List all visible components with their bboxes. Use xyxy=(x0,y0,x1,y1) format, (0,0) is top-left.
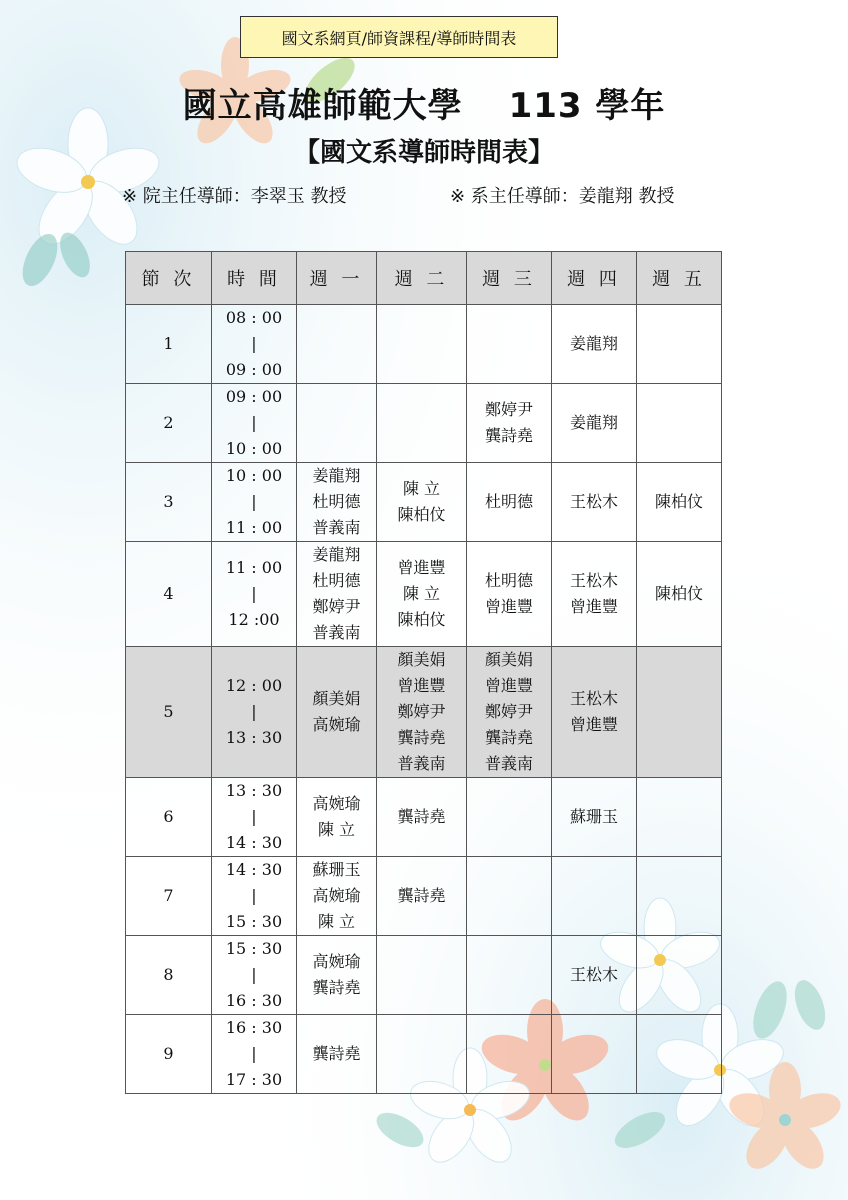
teacher-name: 鄭婷尹 xyxy=(484,702,533,721)
cell-tue xyxy=(377,1015,467,1094)
cell-fri xyxy=(637,542,722,647)
teacher-name: 王松木 xyxy=(569,571,618,590)
time-sep: | xyxy=(251,807,257,826)
teacher-name: 普義南 xyxy=(312,518,361,537)
cell-mon xyxy=(297,384,377,463)
cell-thu xyxy=(552,647,637,778)
teacher-name: 杜明德 xyxy=(312,571,361,590)
teacher-name: 龔詩堯 xyxy=(397,807,446,826)
time-end: 11 : 00 xyxy=(225,518,283,537)
time-start: 10 : 00 xyxy=(225,466,283,485)
table-row xyxy=(126,384,722,463)
teacher-name: 姜龍翔 xyxy=(569,413,618,432)
teacher-name: 陳柏伩 xyxy=(654,584,703,603)
time-cell xyxy=(212,647,297,778)
time-end: 16 : 30 xyxy=(225,991,283,1010)
time-start: 13 : 30 xyxy=(225,781,283,800)
teacher-name: 陳 立 xyxy=(317,912,356,931)
cell-wed xyxy=(467,384,552,463)
period-cell: 2 xyxy=(126,384,212,463)
cell-fri xyxy=(637,857,722,936)
teacher-name: 鄭婷尹 xyxy=(312,597,361,616)
cell-mon xyxy=(297,857,377,936)
time-cell xyxy=(212,384,297,463)
time-start: 11 : 00 xyxy=(225,558,283,577)
teacher-name: 鄭婷尹 xyxy=(484,400,533,419)
period-cell: 8 xyxy=(126,936,212,1015)
teacher-name: 龔詩堯 xyxy=(312,978,361,997)
time-sep: | xyxy=(251,702,257,721)
table-row xyxy=(126,1015,722,1094)
cell-mon xyxy=(297,647,377,778)
table-row xyxy=(126,936,722,1015)
time-cell xyxy=(212,778,297,857)
cell-fri xyxy=(637,463,722,542)
teacher-name: 陳柏伩 xyxy=(397,505,446,524)
header-friday: 週 五 xyxy=(637,252,722,305)
cell-mon xyxy=(297,463,377,542)
time-end: 13 : 30 xyxy=(225,728,283,747)
teacher-name: 王松木 xyxy=(569,492,618,511)
cell-thu xyxy=(552,305,637,384)
teacher-name: 陳 立 xyxy=(402,479,441,498)
header-period: 節 次 xyxy=(126,252,212,305)
cell-mon xyxy=(297,778,377,857)
time-cell xyxy=(212,857,297,936)
time-end: 10 : 00 xyxy=(225,439,283,458)
teacher-name: 龔詩堯 xyxy=(397,886,446,905)
teacher-name: 王松木 xyxy=(569,689,618,708)
cell-mon xyxy=(297,305,377,384)
page-subtitle: 【國文系導師時間表】 xyxy=(293,138,554,168)
header-time: 時 間 xyxy=(212,252,297,305)
table-row xyxy=(126,647,722,778)
time-cell xyxy=(212,463,297,542)
cell-wed xyxy=(467,542,552,647)
cell-mon xyxy=(297,1015,377,1094)
cell-fri xyxy=(637,1015,722,1094)
teacher-name: 曾進豐 xyxy=(569,715,618,734)
schedule-table xyxy=(125,251,722,1094)
table-row xyxy=(126,542,722,647)
cell-tue xyxy=(377,857,467,936)
teacher-name: 陳柏伩 xyxy=(397,610,446,629)
time-start: 12 : 00 xyxy=(225,676,283,695)
table-row xyxy=(126,778,722,857)
cell-thu xyxy=(552,1015,637,1094)
cell-fri xyxy=(637,778,722,857)
time-start: 16 : 30 xyxy=(225,1018,283,1037)
teacher-name: 陳柏伩 xyxy=(654,492,703,511)
teacher-name: 陳 立 xyxy=(402,584,441,603)
period-cell: 9 xyxy=(126,1015,212,1094)
time-sep: | xyxy=(251,413,257,432)
table-row xyxy=(126,463,722,542)
header-tuesday: 週 二 xyxy=(377,252,467,305)
time-cell xyxy=(212,542,297,647)
teacher-name: 顏美娟 xyxy=(312,689,361,708)
teacher-name: 王松木 xyxy=(569,965,618,984)
teacher-name: 曾進豐 xyxy=(569,597,618,616)
cell-fri xyxy=(637,305,722,384)
time-end: 15 : 30 xyxy=(225,912,283,931)
teacher-name: 陳 立 xyxy=(317,820,356,839)
cell-wed xyxy=(467,778,552,857)
cell-mon xyxy=(297,936,377,1015)
teacher-name: 高婉瑜 xyxy=(312,794,361,813)
cell-fri xyxy=(637,384,722,463)
teacher-name: 杜明德 xyxy=(312,492,361,511)
cell-wed xyxy=(467,463,552,542)
time-start: 14 : 30 xyxy=(225,860,283,879)
table-row xyxy=(126,305,722,384)
cell-thu xyxy=(552,936,637,1015)
time-end: 12 :00 xyxy=(228,610,280,629)
college-mentor: ※ 院主任導師：李翠玉 教授 xyxy=(122,186,347,207)
academic-year: 113 學年 xyxy=(508,86,666,126)
time-end: 14 : 30 xyxy=(225,833,283,852)
cell-tue xyxy=(377,542,467,647)
cell-wed xyxy=(467,1015,552,1094)
cell-thu xyxy=(552,463,637,542)
header-row xyxy=(126,252,722,305)
cell-tue xyxy=(377,305,467,384)
teacher-name: 顏美娟 xyxy=(397,650,446,669)
cell-fri xyxy=(637,936,722,1015)
cell-wed xyxy=(467,857,552,936)
teacher-name: 曾進豐 xyxy=(484,597,533,616)
teacher-name: 姜龍翔 xyxy=(312,545,361,564)
cell-thu xyxy=(552,384,637,463)
cell-wed xyxy=(467,647,552,778)
school-name: 國立高雄師範大學 xyxy=(182,86,463,126)
time-cell xyxy=(212,305,297,384)
teacher-name: 姜龍翔 xyxy=(312,466,361,485)
time-sep: | xyxy=(251,965,257,984)
teacher-name: 杜明德 xyxy=(484,571,533,590)
header-wednesday: 週 三 xyxy=(467,252,552,305)
cell-thu xyxy=(552,542,637,647)
header-monday: 週 一 xyxy=(297,252,377,305)
period-cell: 5 xyxy=(126,647,212,778)
teacher-name: 龔詩堯 xyxy=(484,426,533,445)
time-sep: | xyxy=(251,584,257,603)
period-cell: 1 xyxy=(126,305,212,384)
teacher-name: 姜龍翔 xyxy=(569,334,618,353)
teacher-name: 顏美娟 xyxy=(484,650,533,669)
teacher-name: 高婉瑜 xyxy=(312,886,361,905)
period-cell: 4 xyxy=(126,542,212,647)
header-thursday: 週 四 xyxy=(552,252,637,305)
teacher-name: 曾進豐 xyxy=(397,676,446,695)
teacher-name: 曾進豐 xyxy=(484,676,533,695)
cell-wed xyxy=(467,305,552,384)
cell-tue xyxy=(377,384,467,463)
time-sep: | xyxy=(251,1044,257,1063)
period-cell: 3 xyxy=(126,463,212,542)
time-end: 09 : 00 xyxy=(225,360,283,379)
teacher-name: 普義南 xyxy=(484,754,533,773)
cell-tue xyxy=(377,647,467,778)
teacher-name: 高婉瑜 xyxy=(312,952,361,971)
teacher-name: 蘇珊玉 xyxy=(569,807,618,826)
cell-tue xyxy=(377,936,467,1015)
time-sep: | xyxy=(251,334,257,353)
page-title xyxy=(0,78,848,127)
time-cell xyxy=(212,936,297,1015)
teacher-name: 曾進豐 xyxy=(397,558,446,577)
department-mentor: ※ 系主任導師：姜龍翔 教授 xyxy=(450,186,675,207)
period-cell: 7 xyxy=(126,857,212,936)
cell-tue xyxy=(377,463,467,542)
teacher-name: 普義南 xyxy=(312,623,361,642)
table-row xyxy=(126,857,722,936)
time-start: 09 : 00 xyxy=(225,387,283,406)
teacher-name: 杜明德 xyxy=(484,492,533,511)
time-cell xyxy=(212,1015,297,1094)
cell-mon xyxy=(297,542,377,647)
cell-fri xyxy=(637,647,722,778)
teacher-name: 龔詩堯 xyxy=(397,728,446,747)
teacher-name: 鄭婷尹 xyxy=(397,702,446,721)
time-sep: | xyxy=(251,492,257,511)
breadcrumb[interactable]: 國文系網頁/師資課程/導師時間表 xyxy=(240,16,558,58)
cell-thu xyxy=(552,778,637,857)
time-end: 17 : 30 xyxy=(225,1070,283,1089)
cell-thu xyxy=(552,857,637,936)
period-cell: 6 xyxy=(126,778,212,857)
teacher-name: 龔詩堯 xyxy=(312,1044,361,1063)
cell-tue xyxy=(377,778,467,857)
time-sep: | xyxy=(251,886,257,905)
teacher-name: 蘇珊玉 xyxy=(312,860,361,879)
teacher-name: 龔詩堯 xyxy=(484,728,533,747)
time-start: 08 : 00 xyxy=(225,308,283,327)
time-start: 15 : 30 xyxy=(225,939,283,958)
cell-wed xyxy=(467,936,552,1015)
teacher-name: 普義南 xyxy=(397,754,446,773)
teacher-name: 高婉瑜 xyxy=(312,715,361,734)
